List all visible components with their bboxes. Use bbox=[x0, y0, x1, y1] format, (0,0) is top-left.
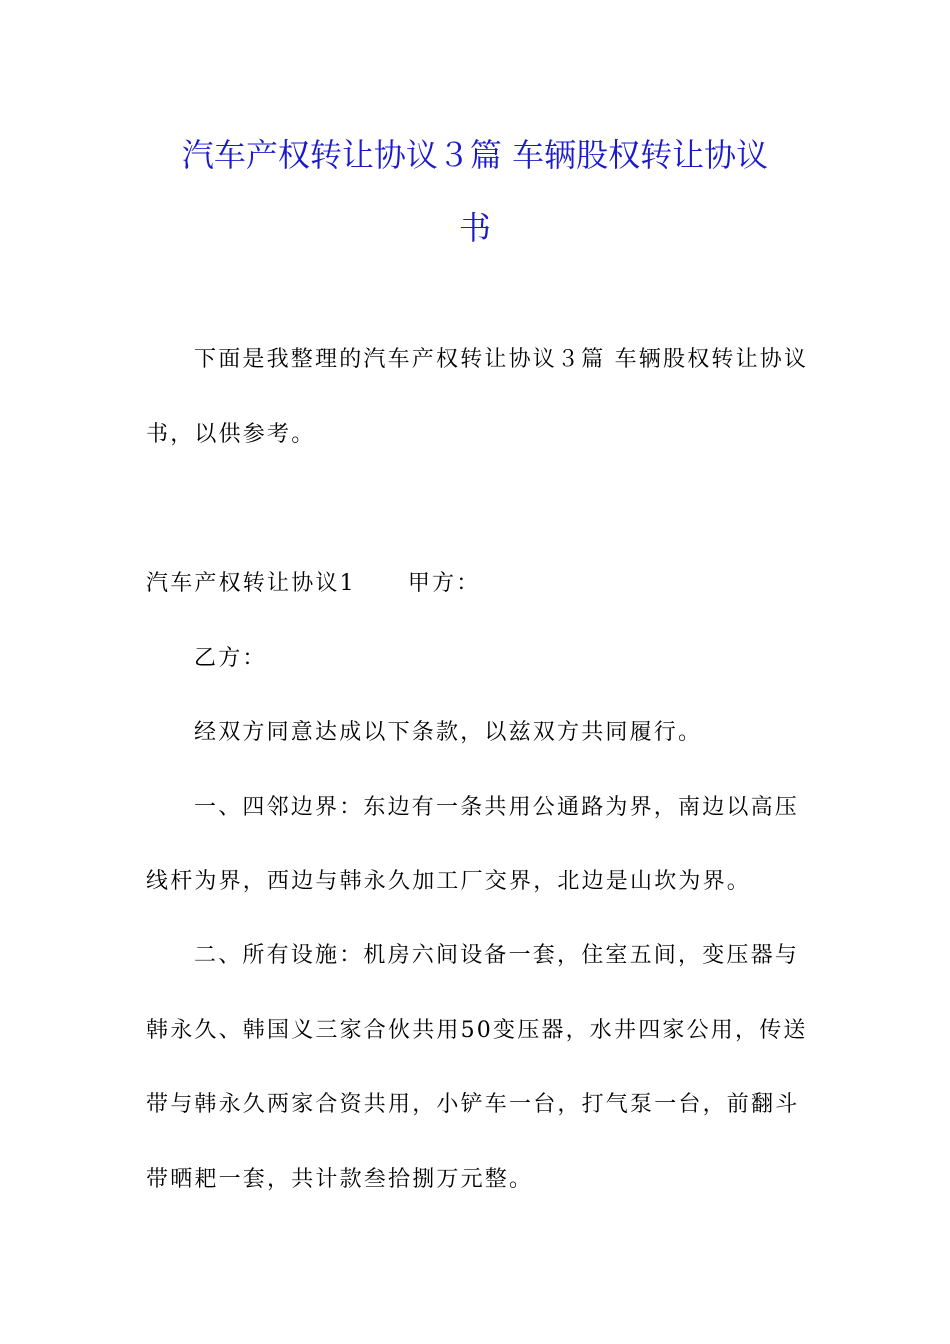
clause-2-line-4: 带晒耙一套，共计款叁拾捌万元整。 bbox=[146, 1167, 534, 1192]
section-heading-row bbox=[146, 569, 480, 599]
agreement-statement: 经双方同意达成以下条款，以兹双方共同履行。 bbox=[194, 720, 703, 745]
document-title-line-2: 书 bbox=[458, 209, 491, 247]
clause-2-line-1: 二、所有设施：机房六间设备一套，住室五间，变压器与 bbox=[194, 943, 800, 968]
clause-1-line-2: 线杆为界，西边与韩永久加工厂交界，北边是山坎为界。 bbox=[146, 869, 752, 894]
clause-1-line-1: 一、四邻边界：东边有一条共用公通路为界，南边以高压 bbox=[194, 795, 800, 820]
intro-paragraph-line-1: 下面是我整理的汽车产权转让协议３篇 车辆股权转让协议 bbox=[194, 347, 809, 372]
party-a-label: 甲方： bbox=[407, 571, 481, 596]
clause-2-line-2: 韩永久、韩国义三家合伙共用50变压器，水井四家公用，传送 bbox=[146, 1018, 808, 1043]
clause-2-line-3: 带与韩永久两家合资共用，小铲车一台，打气泵一台，前翻斗 bbox=[146, 1092, 800, 1117]
section-heading: 汽车产权转让协议1 bbox=[146, 571, 356, 596]
party-b-label: 乙方： bbox=[194, 646, 267, 671]
intro-paragraph-line-2: 书，以供参考。 bbox=[146, 422, 316, 447]
document-title-line-1: 汽车产权转让协议３篇 车辆股权转让协议 bbox=[181, 136, 769, 174]
